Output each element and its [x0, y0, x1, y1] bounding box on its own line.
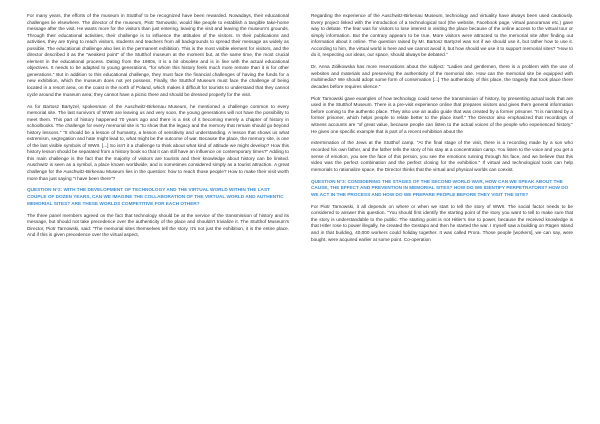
question-2-heading: QUESTION N°2: WITH THE DEVELOPMENT OF TECHNOLOGY AND THE VIRTUAL WORLD WITHIN THE LAST COUPLE OF DOZEN YEARS, CAN WE IMAGINE THE COLLABORATION OF THE VIRTUAL WORLD AND AUTHENTIC MEMORIAL SITES? ARE THESE WORLDS COMPETITIVE FOR EACH OTHER? [27, 187, 284, 206]
left-paragraph-technology-answer: The three panel members agreed on the fact that technology should be at the service of the transmission of history and its message, but should not take precedence over the authenticity of the place and shouldn't trivialize it. The Stutthof Museum's Director, Piotr Tarnowski, said: "The memorial sites themselves tell the story. It's not just the exhibition, it is the entire place. And if this is given precedence over the virtual aspect, [27, 212, 289, 238]
left-column [27, 13, 289, 244]
right-paragraph-tarnowski-starting-point: For Piotr Tarnowski, it all depends on where or when we start to tell the story of WWII. The social factor needs to be considered to answer this question. "You should first identify the starting point of the story you want to tell to make sure that the story is understandable to the public. The starting point is not Hitler's rise to power, because the received knowledge is that Hitler rose to power illegally, he created the Gestapo and then he started the war. I myself saw a building on Rügen Island and in that building, 40,000 workers could holiday together. It was called Prora. Those people [workers], we can say, were bought, were acquired earlier at some point. Co-operation [311, 203, 573, 242]
right-paragraph-auschwitz-technology: Regarding the experience of the Auschwitz-Birkenau Museum, technology and virtuality have always been used cautiously. Every project linked with the introduction of a technological tool (the website, Facebook page, virtual panoramas etc.) gave way to debate. The fear was for visitors to lose interest in visiting the place because of the online access to the virtual tour or simply information. But the contrary appears to be true. More visitors were attracted to the memorial site after finding out information about it online. The question raised by Mr. Bartosz Bartyzel was not if we should use it, but rather how to use it. According to him, the virtual world is here and we cannot avoid it, but how should we use it to support memorial sites? "How to do it, respecting our ideas, our space, should always be debated." [311, 13, 573, 58]
question-3-heading: QUESTION N°3: CONSIDERING THE STAGES OF THE SECOND WORLD WAR, HOW CAN WE SPEAK ABOUT THE CAUSE, THE EFFECT AND PREVENTION IN MEMORIAL SITES? HOW DO WE IDENTIFY PERPETRATORS? HOW DO WE ACT IN THE PROCESS AND HOW DO WE PREPARE PEOPLE BEFORE THEY VISIT THE SITE? [311, 178, 569, 197]
left-paragraph-stutthof-challenges: For many years, the efforts of the museum in Stutthof to be recognized have been rewarded. Nowadays, their educational challenges lie elsewhere. The director of the museum, Piotr Tarnowski, would like people to establish a tangible take-home message after the visit. He wants more for the visitors than just entering, leaving the visit and leaving the museum's grounds. Through their educational activities, their challenge is to influence the attitudes of the visitors. In their publications and activities, they are trying to reach visitors, students and teachers from all backgrounds to spread their message as widely as possible. The educational challenge also lies in the permanent exhibition. This is the most visible element for visitors, and the director described it as the "weakest point" of the Stutthof museum at the moment but, at the same time, the most crucial element in the educational process. Dating from the 1980s, it is a bit obsolete and is in line with the actual educational objectives. It needs to be adapted to young generations, "for whom this history feels much more remote than it is for other generations." But in addition to this educational challenge, they must face the financial challenges of having the funds for a new exhibition, which the museum does not yet possess. Finally, the Stutthof Museum must face the challenge of being located in a resort area, on the coast in the north of Poland, which makes it difficult for tourists to understand that they cannot cycle around the museum area; they cannot have a picnic there and should be dressed properly for the visit. [27, 13, 289, 97]
right-paragraph-extermination-exhibition: extermination of the Jews at the Stutthof camp. "At the final stage of the visit, there is a recording made by a son who recorded his own father, and the father tells the story of his stay at a concentration camp. You listen to the voice and you get a sense of emotion, you see the face of this person, you see the emotions running through his face, and we believe that this video was the perfect combination and the perfect closing for the exhibition." If virtual and technological tools can help memorials to rationalize space, the Director thinks that the virtual and physical worlds can coexist. [311, 140, 573, 172]
left-paragraph-auschwitz-challenge: As for Bartosz Bartyzel, spokesman of the Auschwitz-Birkenau Museum, he mentioned a challenge common to every memorial site. The last survivors of WWII are leaving us and very soon, the young generations will not have the possibility to meet them. This part of history happened 70 years ago and there is a risk of it becoming merely a chapter of history in schoolbooks. The challenge for every memorial site is "to show that the legacy and the memory that remain should go beyond history lessons." "It should be a lesson of humanity, a lesson of sensitivity and understanding. A lesson that shows us what extremism, segregation and hate might lead to, what might be the outcome of war. Because the place, the memory site, is one of the last visible symbols of WWII. [...] So isn't it a challenge to think about what kind of attitude we might develop? How this history lesson should be separated from a history book so that it can still have an influence on contemporary times?" Adding to this main challenge is the fact that the majority of visitors are tourists and their knowledge about history can be limited. Auschwitz is seen as a symbol, a place known worldwide, and is sometimes considered simply as a tourist attraction. A great challenge for the Auschwitz-Birkenau Museum lies in the question: how to reach those people? How to make their visit worth more than just saying "I have been there"? [27, 103, 289, 181]
right-paragraph-tarnowski-tools: Piotr Tarnowski gave examples of how technology could serve the transmission of history, by presenting actual tools that are used in the Stutthof Museum. There is a pre-visit experience online that prepares visitors and gives them general information before coming to the authentic place. They also use an audio guide that was created by a former prisoner. "It is narrated by a former prisoner, which helps people to relate better to the place itself." The Director also emphasized that recordings of witness accounts are "of great value, because people can listen to the actual voices of the people who experienced history." He gives one specific example that is part of a recent exhibition about the [311, 95, 573, 134]
right-column [311, 13, 573, 249]
right-paragraph-ziolkowska: Dr. Anna Ziółkowska has more reservations about the subject: "Ladies and gentlemen, there is a problem with the use of websites and materials and preserving the authenticity of the memorial site. How can the memorial site be equipped with multimedia? We should adopt some form of conservation [...] The authenticity of this place, the tragedy that took place there decades before requires silence." [311, 64, 573, 89]
